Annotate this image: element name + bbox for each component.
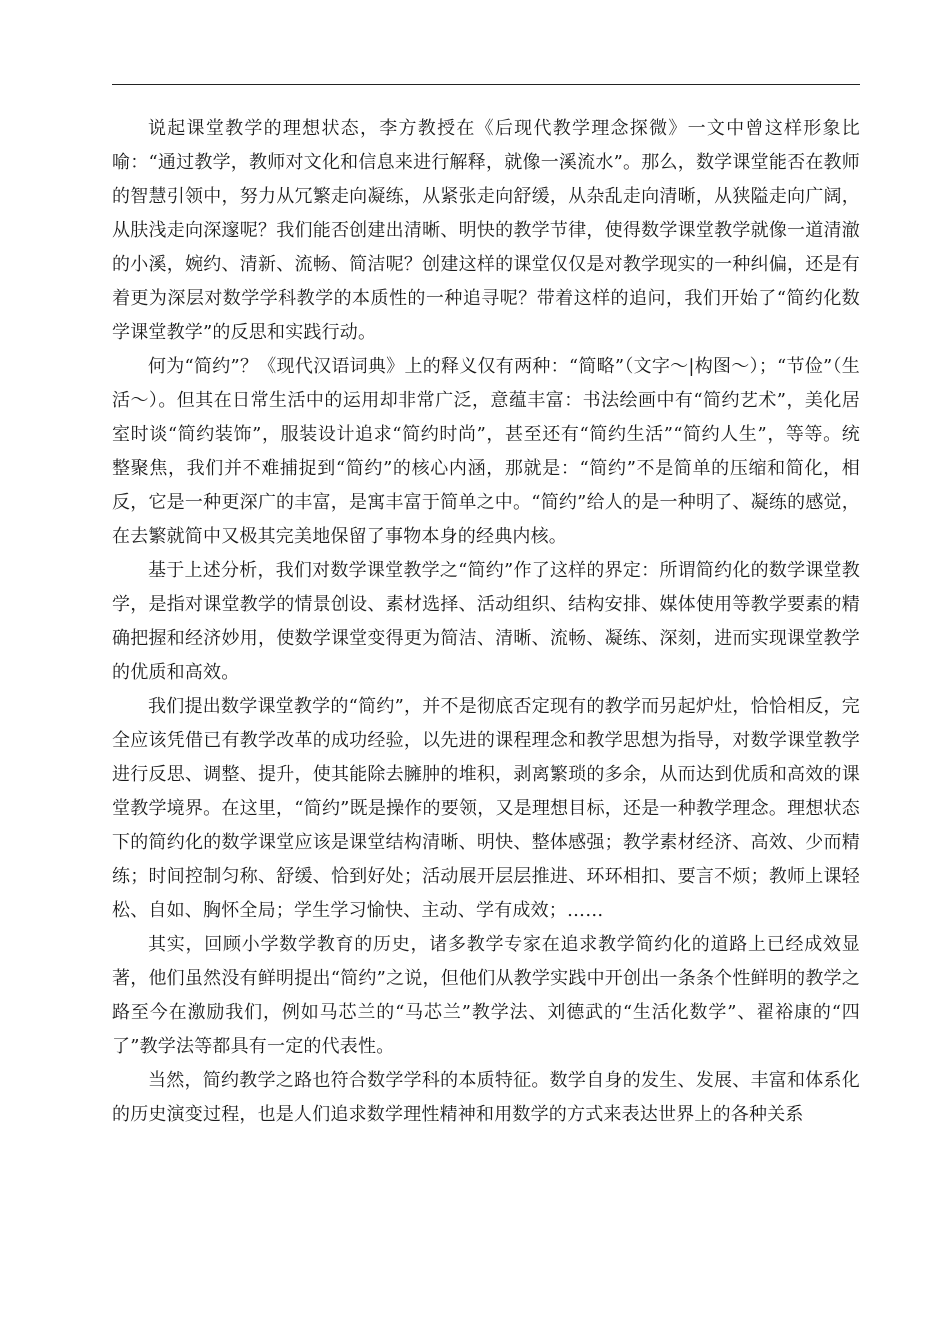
paragraph-5: 其实，回顾小学数学教育的历史，诸多教学专家在追求教学简约化的道路上已经成效显著，他们虽然没有鲜明提出“简约”之说，但他们从教学实践中开创出一条条个性鲜明的教学之路至今在激励我们，例如马芯兰的“马芯兰”教学法、刘德武的“生活化数学”、翟裕康的“四了”教学法等都具有一定的代表性。 (112, 934, 860, 1057)
header-rule (112, 84, 860, 85)
document-body (112, 112, 860, 1132)
paragraph-2: 何为“简约”？《现代汉语词典》上的释义仅有两种：“简略”（文字～|构图～）；“节俭”（生活～）。但其在日常生活中的运用却非常广泛，意蕴丰富：书法绘画中有“简约艺术”，美化居室时谈“简约装饰”，服装设计追求“简约时尚”，甚至还有“简约生活”“简约人生”，等等。统整聚焦，我们并不难捕捉到“简约”的核心内涵，那就是：“简约”不是简单的压缩和简化，相反，它是一种更深广的丰富，是寓丰富于简单之中。“简约”给人的是一种明了、凝练的感觉，在去繁就简中又极其完美地保留了事物本身的经典内核。 (112, 356, 860, 547)
paragraph-1: 说起课堂教学的理想状态，李方教授在《后现代教学理念探微》一文中曾这样形象比喻：“通过教学，教师对文化和信息来进行解释，就像一溪流水”。那么，数学课堂能否在教师的智慧引领中，努力从冗繁走向凝练，从紧张走向舒缓，从杂乱走向清晰，从狭隘走向广阔，从肤浅走向深邃呢？我们能否创建出清晰、明快的教学节律，使得数学课堂教学就像一道清澈的小溪，婉约、清新、流畅、简洁呢？创建这样的课堂仅仅是对教学现实的一种纠偏，还是有着更为深层对数学学科教学的本质性的一种追寻呢？带着这样的追问，我们开始了“简约化数学课堂教学”的反思和实践行动。 (112, 118, 860, 343)
paragraph-6: 当然，简约教学之路也符合数学学科的本质特征。数学自身的发生、发展、丰富和体系化的历史演变过程，也是人们追求数学理性精神和用数学的方式来表达世界上的各种关系 (112, 1070, 860, 1125)
paragraph-3: 基于上述分析，我们对数学课堂教学之“简约”作了这样的界定：所谓简约化的数学课堂教学，是指对课堂教学的情景创设、素材选择、活动组织、结构安排、媒体使用等教学要素的精确把握和经济妙用，使数学课堂变得更为简洁、清晰、流畅、凝练、深刻，进而实现课堂教学的优质和高效。 (112, 560, 860, 683)
paragraph-4: 我们提出数学课堂教学的“简约”，并不是彻底否定现有的教学而另起炉灶，恰恰相反，完全应该凭借已有教学改革的成功经验，以先进的课程理念和教学思想为指导，对数学课堂教学进行反思、调整、提升，使其能除去臃肿的堆积，剥离繁琐的多余，从而达到优质和高效的课堂教学境界。在这里，“简约”既是操作的要领，又是理想目标，还是一种教学理念。理想状态下的简约化的数学课堂应该是课堂结构清晰、明快、整体感强；教学素材经济、高效、少而精练；时间控制匀称、舒缓、恰到好处；活动展开层层推进、环环相扣、要言不烦；教师上课轻松、自如、胸怀全局；学生学习愉快、主动、学有成效；…… (112, 696, 860, 921)
